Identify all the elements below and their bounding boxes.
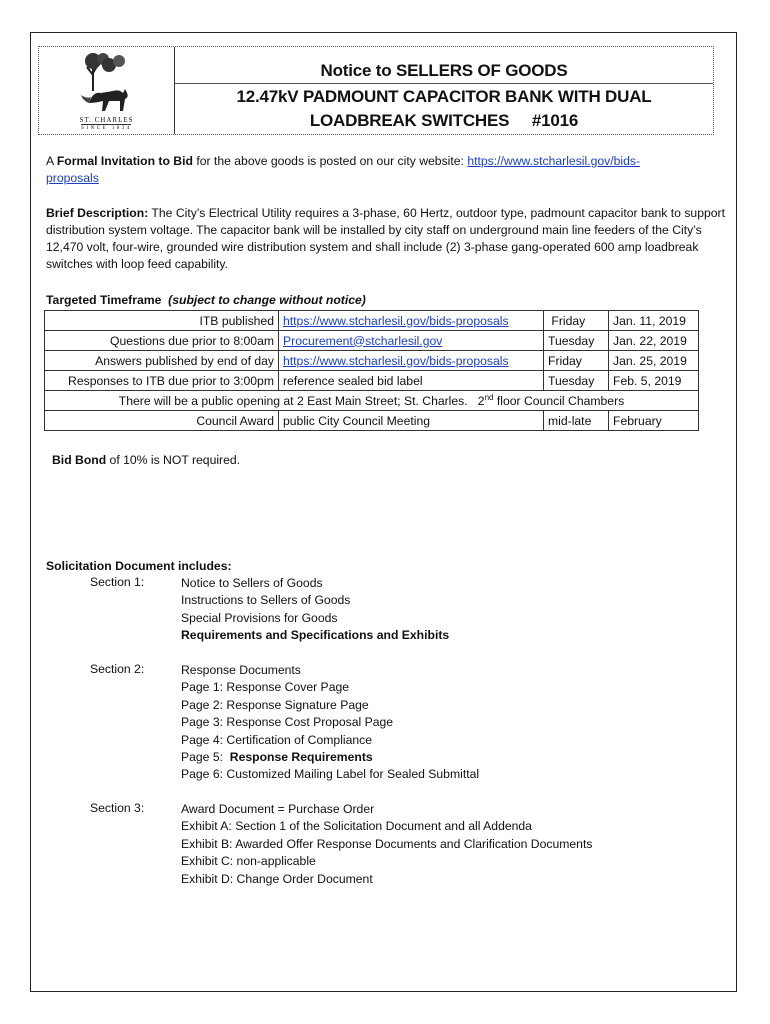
row-day: Tuesday — [544, 331, 609, 351]
title-line-3: LOADBREAK SWITCHES #1016 — [309, 111, 579, 130]
row-label: ITB published — [45, 311, 279, 331]
invitation-bold: Formal Invitation to Bid — [56, 154, 193, 168]
table-row — [45, 331, 699, 351]
row-date: Jan. 22, 2019 — [609, 331, 699, 351]
list-item — [181, 749, 479, 766]
list-item: Page 6: Customized Mailing Label for Sealed Submittal — [181, 767, 480, 782]
table-row — [45, 411, 699, 431]
answers-published-link[interactable]: https://www.stcharlesil.gov/bids-proposals — [283, 353, 509, 368]
bid-bond-label: Bid Bond — [52, 453, 107, 467]
meeting-text-2: floor Council Chambers — [493, 394, 625, 409]
title-line-1: Notice to SELLERS OF GOODS — [320, 61, 568, 80]
row-date: February — [609, 411, 699, 431]
invitation-text: for the above goods is posted on our city website: — [192, 154, 468, 168]
timeframe-heading-text: Targeted Timeframe — [46, 293, 162, 307]
solicitation-heading-text: Solicitation Document includes: — [46, 559, 232, 573]
title-line-2: 12.47kV PADMOUNT CAPACITOR BANK WITH DUAL — [236, 87, 652, 106]
row-day: Tuesday — [544, 371, 609, 391]
procurement-email-link[interactable]: Procurement@stcharlesil.gov — [283, 333, 443, 348]
description-text: The City’s Electrical Utility requires a 3-phase, 60 Hertz, outdoor type, padmount capacitor bank to support distribution system voltage. The capacitor bank will be installed by city staff on underground main line feeders of the City’s 12,470 volt, four-wire, grounded wire distribution system and shall include (2) 3-phase gang-operated 600 amp loadbreak switches with loop feed capability. — [46, 206, 725, 271]
table-row — [45, 391, 699, 411]
itb-published-link[interactable]: https://www.stcharlesil.gov/bids-proposals — [283, 313, 509, 328]
list-item: Requirements and Specifications and Exhibits — [181, 628, 450, 643]
list-item: Exhibit B: Awarded Offer Response Documents and Clarification Documents — [181, 836, 593, 851]
bids-url-link-cont[interactable]: proposals — [46, 171, 99, 185]
timeframe-heading — [46, 292, 446, 309]
meeting-text: There will be a public opening at 2 East Main Street; St. Charles. 2 — [118, 394, 485, 409]
list-item: Instructions to Sellers of Goods — [181, 593, 351, 608]
section-3-list — [181, 801, 592, 888]
section-2-list — [181, 662, 479, 784]
list-item: Page 2: Response Signature Page — [181, 697, 369, 712]
row-day: Friday — [544, 351, 609, 371]
description-label: Brief Description: — [46, 206, 149, 220]
document-header — [38, 46, 714, 135]
row-detail: reference sealed bid label — [279, 371, 544, 391]
title-block — [175, 47, 713, 134]
item-bold: Response Requirements — [229, 750, 373, 765]
timeframe-note: (subject to change without notice) — [168, 293, 366, 307]
row-day: Friday — [544, 311, 609, 331]
fox-tree-emblem-icon — [79, 51, 135, 115]
list-item: Award Document = Purchase Order — [181, 802, 375, 816]
item-prefix: Page 5: — [181, 750, 230, 765]
section-1-label: Section 1: — [90, 575, 145, 589]
table-row — [45, 371, 699, 391]
bid-bond-text: of 10% is NOT required. — [106, 453, 241, 467]
solicitation-heading — [46, 558, 726, 575]
table-row — [45, 351, 699, 371]
row-label: Answers published by end of day — [45, 351, 279, 371]
list-item: Response Documents — [181, 663, 301, 677]
row-detail: public City Council Meeting — [279, 411, 544, 431]
row-date: Feb. 5, 2019 — [609, 371, 699, 391]
bids-url-link[interactable]: https://www.stcharlesil.gov/bids- — [467, 154, 641, 168]
list-item: Page 3: Response Cost Proposal Page — [181, 715, 394, 730]
logo-city-name: ST. CHARLES — [79, 116, 134, 124]
list-item: Special Provisions for Goods — [181, 610, 338, 625]
meeting-sup: nd — [484, 392, 494, 402]
logo-since: SINCE 1834 — [81, 126, 132, 131]
city-logo — [39, 47, 175, 134]
bid-bond-note — [52, 452, 732, 469]
row-date: Jan. 11, 2019 — [609, 311, 699, 331]
logo-divider — [81, 124, 131, 125]
list-item: Exhibit A: Section 1 of the Solicitation Document and all Addenda — [181, 819, 532, 834]
row-date: Jan. 25, 2019 — [609, 351, 699, 371]
row-label: Responses to ITB due prior to 3:00pm — [45, 371, 279, 391]
list-item: Exhibit C: non-applicable — [181, 854, 316, 869]
list-item: Notice to Sellers of Goods — [181, 576, 323, 590]
section-3-label: Section 3: — [90, 801, 145, 815]
timeframe-table — [44, 310, 699, 431]
brief-description — [46, 205, 726, 273]
list-item: Page 4: Certification of Compliance — [181, 732, 373, 747]
invitation-prefix: A — [46, 154, 57, 168]
invitation-paragraph — [46, 153, 726, 187]
section-1-list — [181, 575, 449, 645]
list-item: Exhibit D: Change Order Document — [181, 871, 373, 886]
public-opening-note — [45, 391, 699, 411]
row-label: Council Award — [45, 411, 279, 431]
title-rule-1 — [175, 83, 713, 84]
row-label: Questions due prior to 8:00am — [45, 331, 279, 351]
row-day: mid-late — [544, 411, 609, 431]
list-item: Page 1: Response Cover Page — [181, 680, 350, 695]
section-2-label: Section 2: — [90, 662, 145, 676]
table-row — [45, 311, 699, 331]
